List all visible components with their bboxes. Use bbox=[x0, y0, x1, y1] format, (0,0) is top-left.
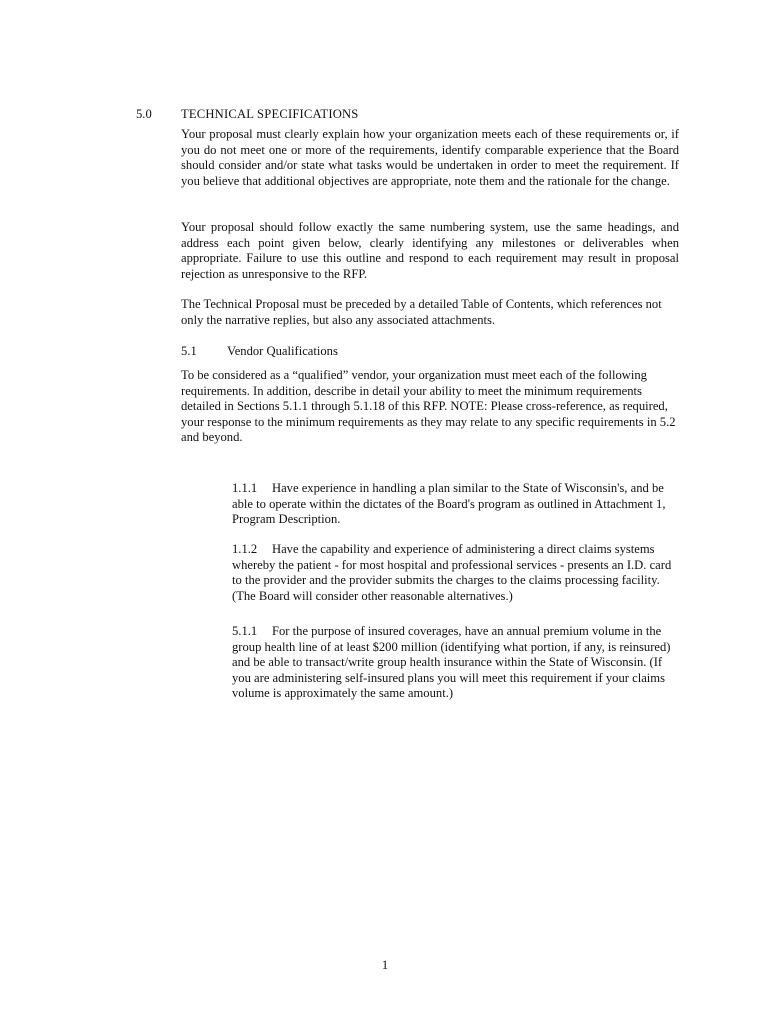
subsection-number: 5.1 bbox=[181, 344, 197, 358]
section-number: 5.0 bbox=[136, 107, 152, 121]
requirement-number: 5.1.1 bbox=[232, 624, 258, 638]
requirement-text: For the purpose of insured coverages, have an annual premium volume in the group health line of at least $200 million (identifying what portion, if any, is reinsured) and be able to transact/write group health insurance within the State of Wisconsin. (If you are administering self-insured plans you will meet this requirement if your claims volume is approximately the same amount.) bbox=[232, 624, 671, 701]
section-paragraph-3: The Technical Proposal must be preceded by a detailed Table of Contents, which references not only the narrative replies, but also any associated attachments. bbox=[181, 297, 662, 327]
requirement-number: 1.1.1 bbox=[232, 481, 258, 495]
requirement-item bbox=[232, 481, 678, 528]
requirement-text: Have the capability and experience of administering a direct claims systems whereby the patient - for most hospital and professional services - presents an I.D. card to the provider and the provider submits the charges to the claims processing facility. (The Board will consider other reasonable alternatives.) bbox=[232, 542, 672, 603]
subsection-title: Vendor Qualifications bbox=[227, 344, 338, 358]
requirement-item bbox=[232, 624, 678, 702]
section-title: TECHNICAL SPECIFICATIONS bbox=[181, 107, 359, 121]
subsection-paragraph: To be considered as a “qualified” vendor, your organization must meet each of the following requirements. In addition, describe in detail your ability to meet the minimum requirements detailed in Sections 5.1.1 through 5.1.18 of this RFP. NOTE: Please cross-reference, as required, your response to the minimum requirements as they may relate to any specific requirements in 5.2 and beyond. bbox=[181, 368, 676, 445]
requirement-number: 1.1.2 bbox=[232, 542, 258, 556]
section-paragraph-2: Your proposal should follow exactly the same numbering system, use the same headings, and address each point given below, clearly identifying any milestones or deliverables when appropriate. Failure to use this outline and respond to each requirement may result in proposal rejection as unresponsive to the RFP. bbox=[181, 220, 679, 281]
section-paragraph-1: Your proposal must clearly explain how your organization meets each of these requirements or, if you do not meet one or more of the requirements, identify comparable experience that the Board should consider and/or state what tasks would be undertaken in order to meet the requirement. If you believe that additional objectives are appropriate, note them and the rationale for the change. bbox=[181, 127, 679, 188]
requirement-text: Have experience in handling a plan similar to the State of Wisconsin's, and be able to operate within the dictates of the Board's program as outlined in Attachment 1, Program Description. bbox=[232, 481, 666, 527]
requirement-item bbox=[232, 542, 678, 604]
page-number: 1 bbox=[381, 958, 389, 972]
